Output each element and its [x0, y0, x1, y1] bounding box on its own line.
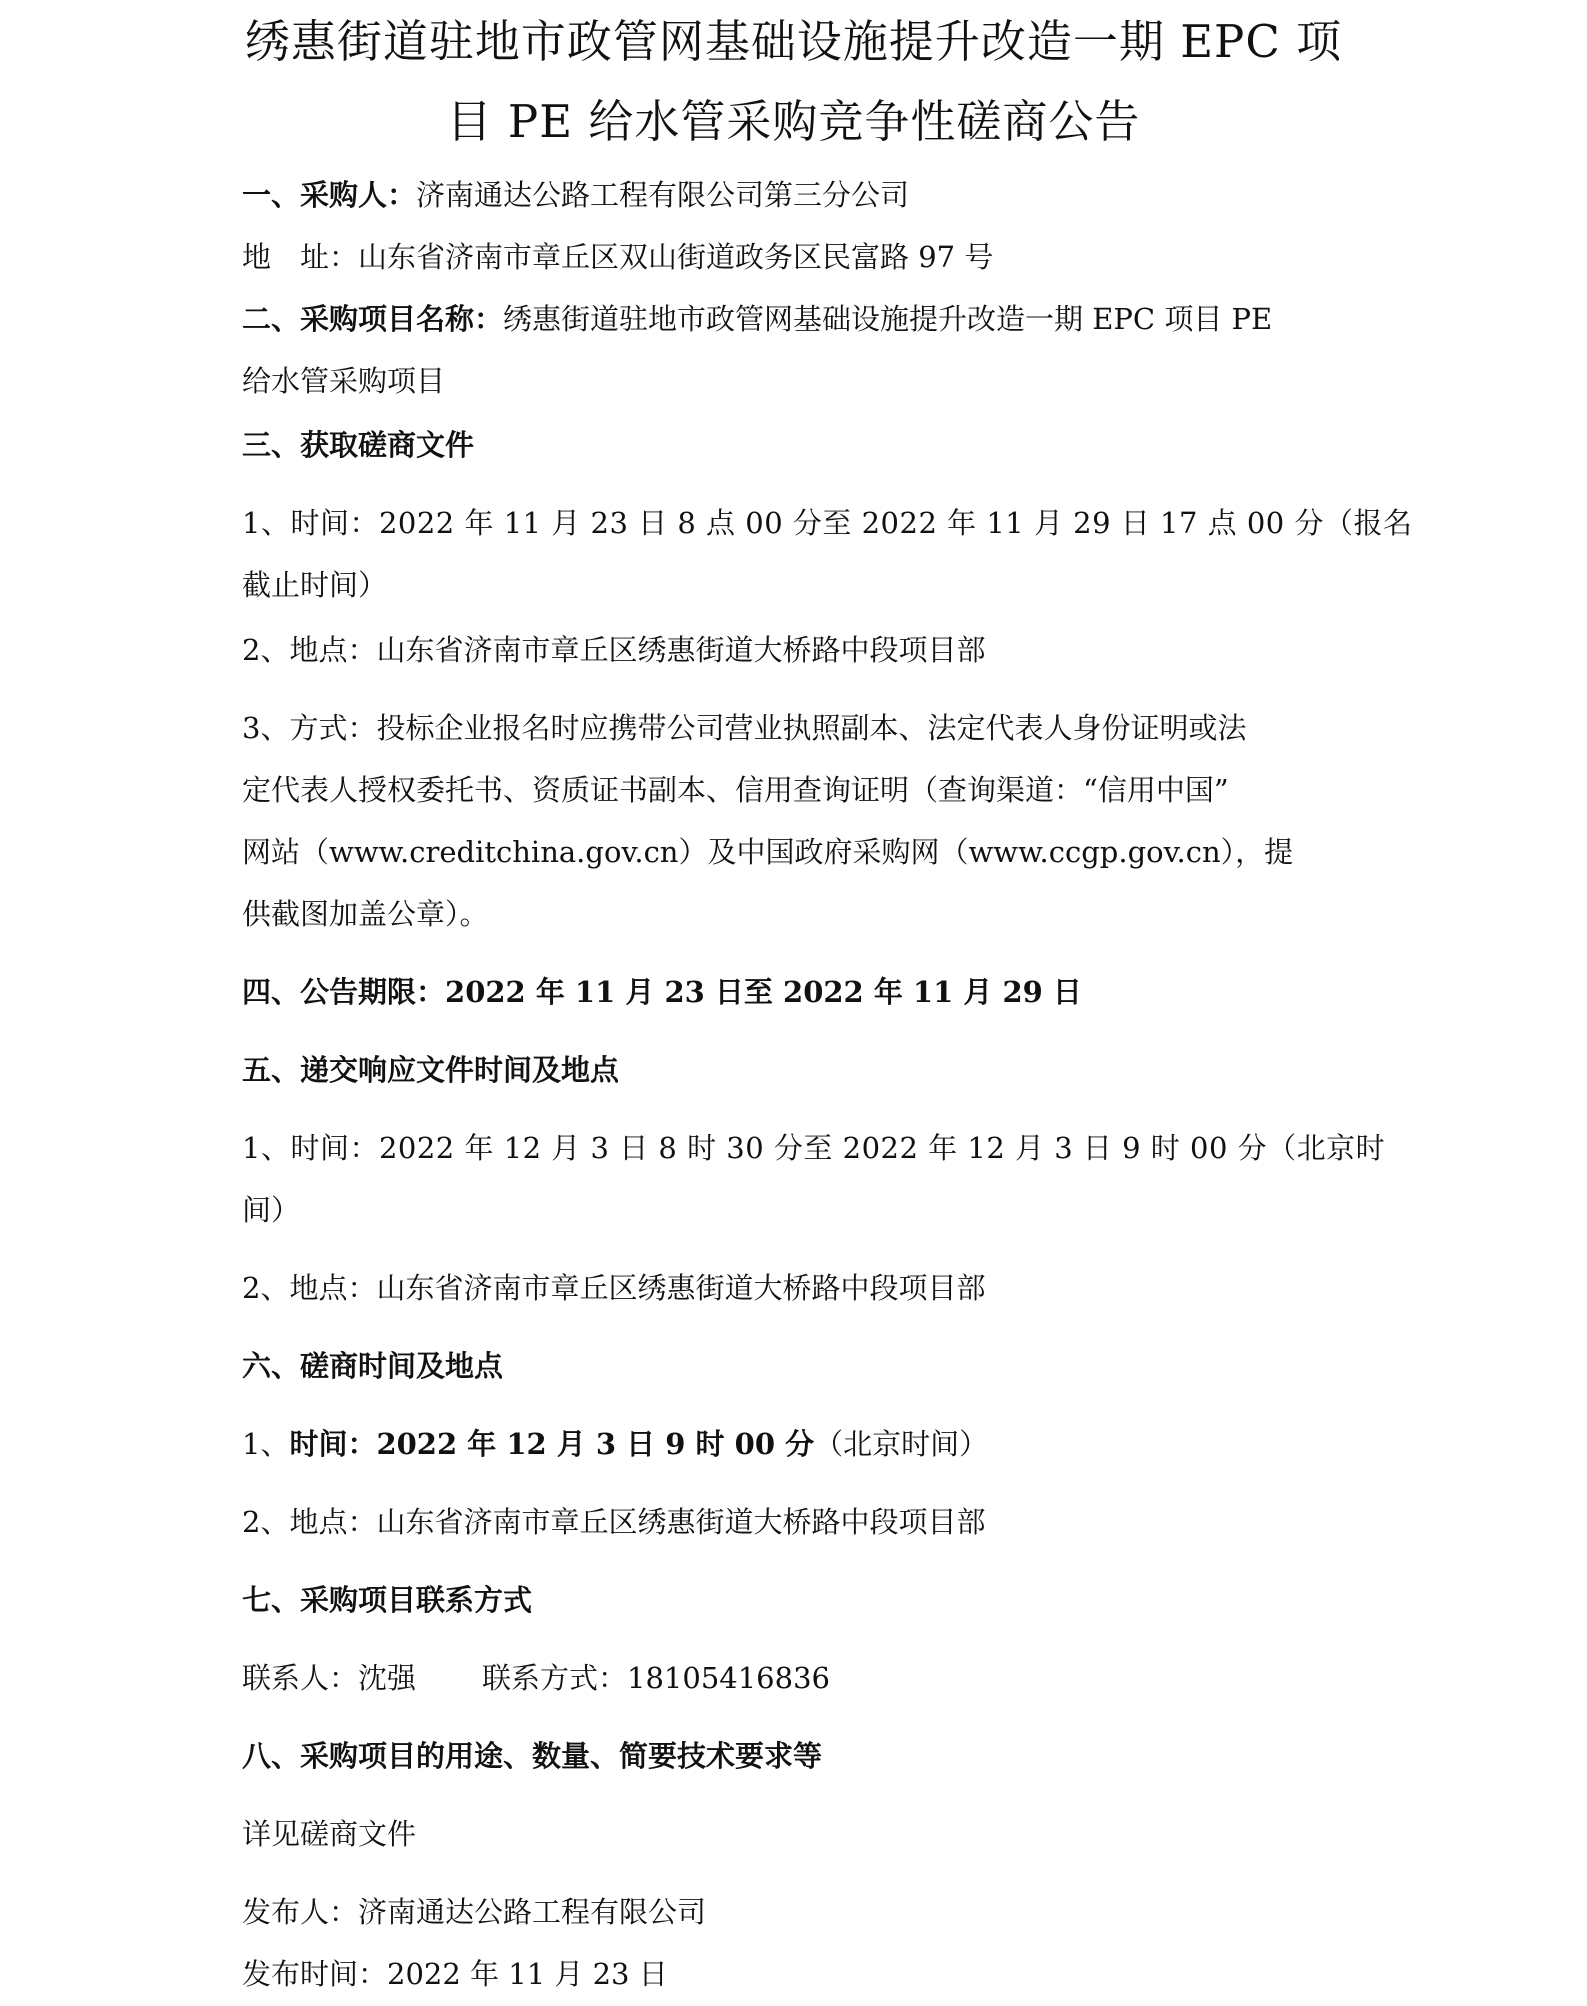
contact-person: 联系人：沈强: [242, 1661, 417, 1695]
address-label: 地 址：: [242, 240, 359, 274]
address-line: [242, 237, 1350, 277]
section-6-heading: 六、磋商时间及地点: [242, 1349, 504, 1383]
s6-time-prefix: 1、: [242, 1427, 290, 1461]
notice-period-value: 2022 年 11 月 23 日至 2022 年 11 月 29 日: [445, 975, 1082, 1009]
buyer-line: [242, 175, 1350, 215]
publish-time: 发布时间：2022 年 11 月 23 日: [242, 1957, 668, 1991]
notice-period-line: [242, 972, 1350, 1012]
buyer-heading: 一、采购人：: [242, 178, 417, 212]
s3-time-line-2: 截止时间）: [242, 568, 388, 602]
notice-period-heading: 四、公告期限：: [242, 975, 446, 1009]
s3-place: 2、地点：山东省济南市章丘区绣惠街道大桥路中段项目部: [242, 633, 986, 667]
s8-detail: 详见磋商文件: [242, 1817, 417, 1851]
section-8-heading: 八、采购项目的用途、数量、简要技术要求等: [242, 1739, 823, 1773]
s3-time-line-1: 1、时间：2022 年 11 月 23 日 8 点 00 分至 2022 年 11 月 29 日 17 点 00 分（报名: [242, 506, 1413, 540]
section-7-heading: 七、采购项目联系方式: [242, 1583, 533, 1617]
s3-method-line-2: 定代表人授权委托书、资质证书副本、信用查询证明（查询渠道：“信用中国”: [242, 773, 1229, 807]
s5-place: 2、地点：山东省济南市章丘区绣惠街道大桥路中段项目部: [242, 1271, 986, 1305]
s5-time-line-2: 间）: [242, 1193, 301, 1227]
project-name-line: [242, 299, 1350, 339]
title-line-2: 目 PE 给水管采购竞争性磋商公告: [446, 95, 1141, 148]
title-line-1: 绣惠街道驻地市政管网基础设施提升改造一期 EPC 项: [244, 15, 1343, 68]
contact-phone: 联系方式：18105416836: [482, 1661, 830, 1695]
section-3-heading: 三、获取磋商文件: [242, 428, 475, 462]
buyer-name: 济南通达公路工程有限公司第三分公司: [416, 178, 910, 212]
s3-method-line-3: 网站（www.creditchina.gov.cn）及中国政府采购网（www.ccgp.gov.cn），提: [242, 835, 1294, 869]
project-name-heading: 二、采购项目名称：: [242, 302, 504, 336]
publisher: 发布人：济南通达公路工程有限公司: [242, 1895, 707, 1929]
project-name-value: 绣惠街道驻地市政管网基础设施提升改造一期 EPC 项目 PE: [503, 302, 1273, 336]
address-value: 山东省济南市章丘区双山街道政务区民富路 97 号: [358, 240, 994, 274]
s6-place: 2、地点：山东省济南市章丘区绣惠街道大桥路中段项目部: [242, 1505, 986, 1539]
s6-time-bold: 时间：2022 年 12 月 3 日 9 时 00 分: [289, 1427, 815, 1461]
s5-time-line-1: 1、时间：2022 年 12 月 3 日 8 时 30 分至 2022 年 12 月 3 日 9 时 00 分（北京时: [242, 1131, 1386, 1165]
s6-time-line: [242, 1424, 1350, 1464]
project-name-line-2: 给水管采购项目: [242, 364, 446, 398]
contact-line: [242, 1658, 1350, 1698]
s3-method-line-4: 供截图加盖公章）。: [242, 897, 489, 931]
s6-time-suffix: （北京时间）: [814, 1427, 989, 1461]
s3-method-line-1: 3、方式：投标企业报名时应携带公司营业执照副本、法定代表人身份证明或法: [242, 711, 1247, 745]
section-5-heading: 五、递交响应文件时间及地点: [242, 1053, 620, 1087]
